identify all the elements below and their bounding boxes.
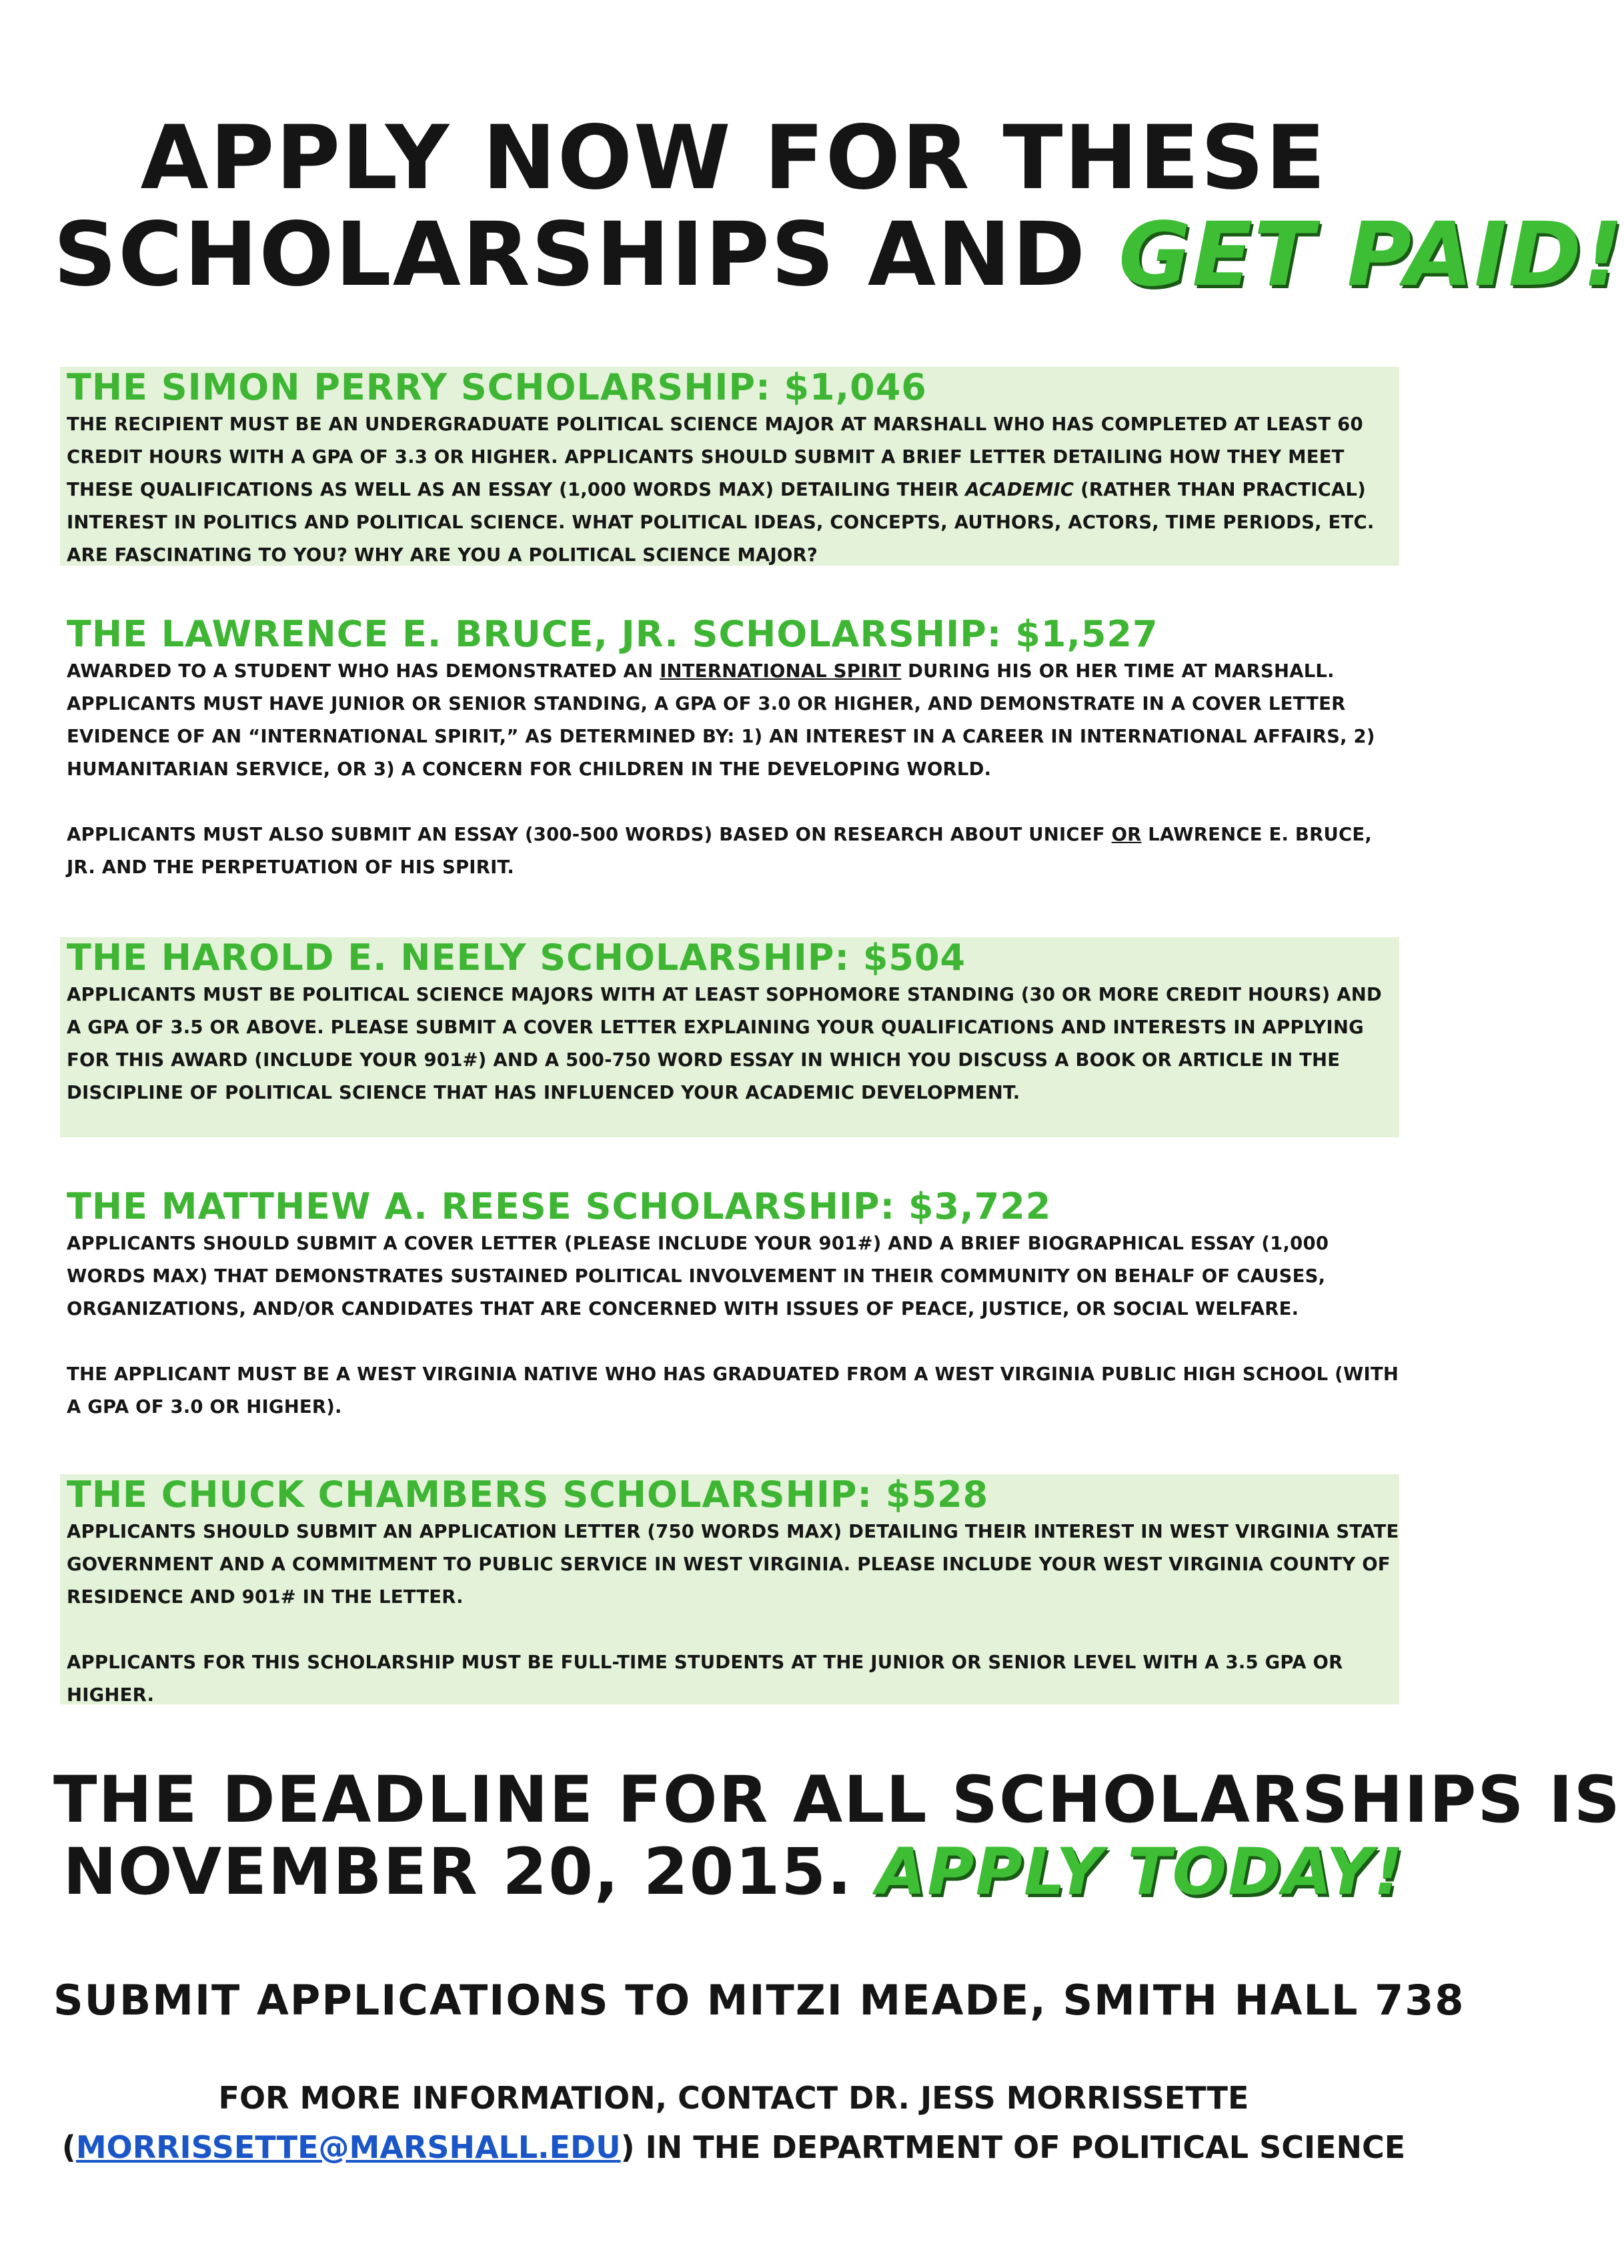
title-line-2-text: SCHOLARSHIPS AND [53,203,1119,307]
scholarship-matthew-reese [60,1186,1399,1424]
scholarship-description: APPLICANTS SHOULD SUBMIT AN APPLICATION LETTER (750 WORDS MAX) DETAILING THEIR INTEREST IN WEST VIRGINIA STATE GOVERNMENT AND A COMMITMENT TO PUBLIC SERVICE IN WEST VIRGINIA. PLEASE INCLUDE YOUR WEST VIRGINIA COUNTY OF RESIDENCE AND 901# IN THE LETTER. [67,1521,1399,1608]
page-title [53,107,1624,307]
deadline-date: NOVEMBER 20, 2015. [63,1834,876,1909]
scholarship-description: APPLICANTS SHOULD SUBMIT A COVER LETTER (PLEASE INCLUDE YOUR 901#) AND A BRIEF BIOGRAPHICAL ESSAY (1,000 WORDS MAX) THAT DEMONSTRATES SUSTAINED POLITICAL INVOLVEMENT IN THEIR COMMUNITY ON BEHALF OF CAUSES, ORGANIZATIONS, AND/OR CANDIDATES THAT ARE CONCERNED WITH ISSUES OF PEACE, JUSTICE, OR SOCIAL WELFARE. [67,1233,1329,1320]
contact-line-2: (MORRISSETTE@MARSHALL.EDU) IN THE DEPARTMENT OF POLITICAL SCIENCE [61,2129,1406,2165]
scholarship-eligibility: THE APPLICANT MUST BE A WEST VIRGINIA NATIVE WHO HAS GRADUATED FROM A WEST VIRGINIA PUBLIC HIGH SCHOOL (WITH A GPA OF 3.0 OR HIGHER). [67,1363,1399,1418]
scholarship-title: THE SIMON PERRY SCHOLARSHIP: $1,046 [67,366,927,408]
deadline-line-2 [53,1836,1414,1908]
scholarship-title: THE HAROLD E. NEELY SCHOLARSHIP: $504 [67,937,966,979]
contact-info [53,2073,1414,2172]
scholarship-description: AWARDED TO A STUDENT WHO HAS DEMONSTRATED AN INTERNATIONAL SPIRIT DURING HIS OR HER TIME AT MARSHALL. APPLICANTS MUST HAVE JUNIOR OR SENIOR STANDING, A GPA OF 3.0 OR HIGHER, AND DEMONSTRATE IN A COVER LETTER EVIDENCE OF AN “INTERNATIONAL SPIRIT,” AS DETERMINED BY: 1) AN INTEREST IN A CAREER IN INTERNATIONAL AFFAIRS, 2) HUMANITARIAN SERVICE, OR 3) A CONCERN FOR CHILDREN IN THE DEVELOPING WORLD. [67,660,1375,780]
emphasis-academic: ACADEMIC [965,479,1074,501]
scholarship-title: THE MATTHEW A. REESE SCHOLARSHIP: $3,722 [67,1185,1052,1227]
deadline-line-1: THE DEADLINE FOR ALL SCHOLARSHIPS IS [53,1762,1621,1837]
title-line-1: APPLY NOW FOR THESE [140,107,1327,209]
email-link[interactable]: MORRISSETTE@MARSHALL.EDU [75,2129,621,2165]
underline-international-spirit: INTERNATIONAL SPIRIT [660,660,902,682]
submit-instructions: SUBMIT APPLICATIONS TO MITZI MEADE, SMITH HALL 738 [53,1976,1465,2025]
get-paid-accent: GET PAID! [1118,203,1624,307]
underline-or: OR [1111,824,1142,846]
scholarship-eligibility: APPLICANTS FOR THIS SCHOLARSHIP MUST BE FULL-TIME STUDENTS AT THE JUNIOR OR SENIOR LEVEL WITH A 3.5 GPA OR HIGHER. [67,1652,1343,1706]
scholarship-title: THE LAWRENCE E. BRUCE, JR. SCHOLARSHIP: $1,527 [67,613,1158,655]
scholarship-lawrence-bruce [60,614,1399,884]
title-line-2 [53,203,1624,307]
scholarship-description: APPLICANTS MUST BE POLITICAL SCIENCE MAJORS WITH AT LEAST SOPHOMORE STANDING (30 OR MORE CREDIT HOURS) AND A GPA OF 3.5 OR ABOVE. PLEASE SUBMIT A COVER LETTER EXPLAINING YOUR QUALIFICATIONS AND INTERESTS IN APPLYING FOR THIS AWARD (INCLUDE YOUR 901#) AND A 500-750 WORD ESSAY IN WHICH YOU DISCUSS A BOOK OR ARTICLE IN THE DISCIPLINE OF POLITICAL SCIENCE THAT HAS INFLUENCED YOUR ACADEMIC DEVELOPMENT. [67,984,1382,1104]
scholarship-harold-neely [60,937,1399,1137]
apply-today-accent: APPLY TODAY! [876,1834,1405,1909]
deadline-heading [53,1762,1621,1909]
contact-line-1: FOR MORE INFORMATION, CONTACT DR. JESS MORRISSETTE [218,2080,1249,2116]
scholarship-title: THE CHUCK CHAMBERS SCHOLARSHIP: $528 [67,1474,989,1516]
scholarship-description: THE RECIPIENT MUST BE AN UNDERGRADUATE POLITICAL SCIENCE MAJOR AT MARSHALL WHO HAS COMPLETED AT LEAST 60 CREDIT HOURS WITH A GPA OF 3.3 OR HIGHER. APPLICANTS SHOULD SUBMIT A BRIEF LETTER DETAILING HOW THEY MEET THESE QUALIFICATIONS AS WELL AS AN ESSAY (1,000 WORDS MAX) DETAILING THEIR ACADEMIC (RATHER THAN PRACTICAL) INTEREST IN POLITICS AND POLITICAL SCIENCE. WHAT POLITICAL IDEAS, CONCEPTS, AUTHORS, ACTORS, TIME PERIODS, ETC. ARE FASCINATING TO YOU? WHY ARE YOU A POLITICAL SCIENCE MAJOR? [67,414,1375,566]
scholarship-chuck-chambers [60,1474,1399,1704]
scholarship-simon-perry [60,367,1399,566]
scholarship-essay-requirement: APPLICANTS MUST ALSO SUBMIT AN ESSAY (300-500 WORDS) BASED ON RESEARCH ABOUT UNICEF OR LAWRENCE E. BRUCE, JR. AND THE PERPETUATION OF HIS SPIRIT. [67,824,1373,879]
